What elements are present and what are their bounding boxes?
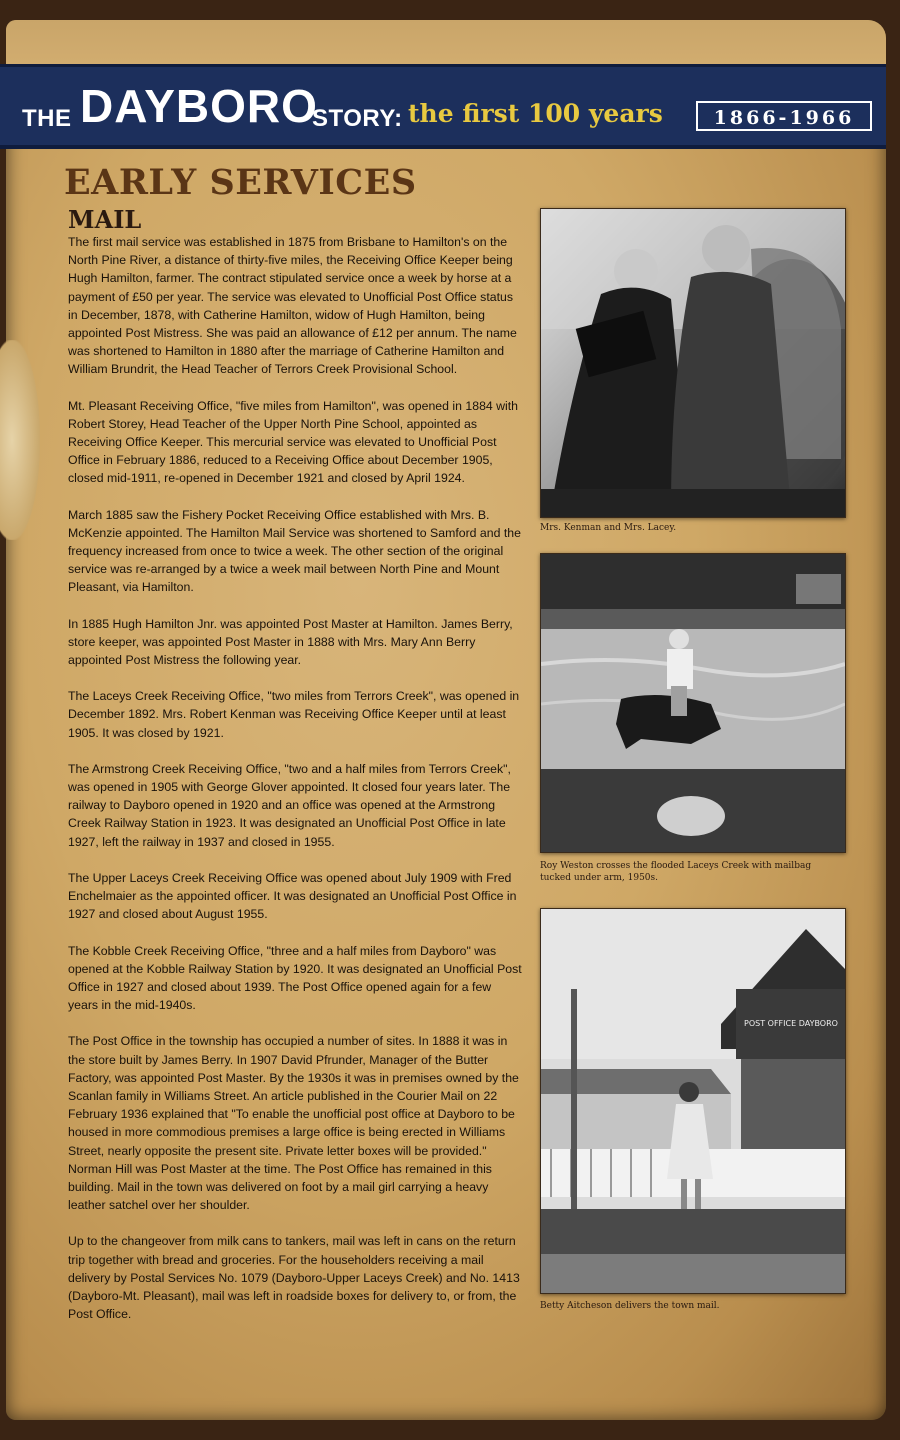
photo-caption: Roy Weston crosses the flooded Laceys Creek with mailbag tucked under arm, 1950s. xyxy=(540,861,812,883)
photo-post-office xyxy=(540,908,846,1294)
photo-caption: Betty Aitcheson delivers the town mail. xyxy=(540,1301,720,1311)
banner-story: STORY: xyxy=(312,105,403,132)
paragraph: The Post Office in the township has occupied a number of sites. In 1888 it was in the store built by James Berry. In 1907 David Pfrunder, Manager of the Butter Factory, was appointed Post Master. By the 1930s it was in premises owned by the Scanlan family in Williams Street. An article published in the Courier Mail on 22 February 1936 explained that "To enable the unofficial post office at Dayboro to be housed in more commodious premises a large office is being erected in Williams Street, nearly opposite the present site. Private letter boxes will be provided." Norman Hill was Post Master at the time. The Post Office has remained in this building. Mail in the town was delivered on foot by a mail girl carrying a heavy leather satchel over her shoulder. xyxy=(68,1034,519,1213)
paragraph: In 1885 Hugh Hamilton Jnr. was appointed Post Master at Hamilton. James Berry, store keeper, was appointed Post Master in 1888 with Mrs. Mary Ann Berry appointed Post Mistress the following year. xyxy=(68,616,513,668)
paper-tear xyxy=(0,340,40,540)
paragraph: Mt. Pleasant Receiving Office, "five miles from Hamilton", was opened in 1884 with Robert Storey, Head Teacher of the Upper North Pine School, appointed as Receiving Office Keeper. This mercurial service was elevated to Unofficial Post Office in February 1886, reduced to a Receiving Office about December 1905, closed mid-1911, re-opened in December 1921 and closed by April 1924. xyxy=(68,398,519,486)
section-title: EARLY SERVICES xyxy=(64,162,417,203)
article-body xyxy=(68,233,524,1341)
photo-caption: Mrs. Kenman and Mrs. Lacey. xyxy=(540,523,677,533)
banner-the: THE xyxy=(22,105,72,132)
photo-horse-rider xyxy=(540,553,846,853)
post-office-sign: POST OFFICE DAYBORO xyxy=(744,1019,838,1028)
paragraph: The Kobble Creek Receiving Office, "three and a half miles from Dayboro" was opened at the Kobble Railway Station by 1920. It was designated an Unofficial Post Office in 1927 and closed about 1939. The Post Office opened again for a few years in the mid-1940s. xyxy=(68,943,522,1013)
header-banner xyxy=(0,64,886,149)
photo-two-women xyxy=(540,208,846,518)
paper-top-edge xyxy=(6,20,886,68)
paragraph: The Armstrong Creek Receiving Office, "two and a half miles from Terrors Creek", was opened in 1905 with George Glover appointed. It closed four years later. The railway to Dayboro opened in 1920 and an office was opened at the Armstrong Creek Railway Station in 1923. It was designated an Unofficial Post Office in late 1927, left the railway in 1937 and closed in 1955. xyxy=(68,761,511,849)
paragraph: Up to the changeover from milk cans to tankers, mail was left in cans on the return trip together with bread and groceries. For the householders receiving a mail delivery by Postal Services No. 1079 (Dayboro-Upper Laceys Creek) and No. 1413 (Dayboro-Mt. Pleasant), mail was left in roadside boxes for delivery to, or from, the Post Office. xyxy=(68,1234,520,1322)
banner-years: 1866-1966 xyxy=(696,101,872,131)
banner-dayboro: DAYBORO xyxy=(80,80,318,132)
paragraph: The first mail service was established in 1875 from Brisbane to Hamilton's on the North Pine River, a distance of thirty-five miles, the Receiving Office Keeper being Hugh Hamilton, farmer. The contract stipulated service once a week by horse at a payment of £50 per year. The service was elevated to Unofficial Post Office status in December, 1878, with Catherine Hamilton, widow of Hugh Hamilton, being appointed Post Mistress. She was paid an allowance of £12 per annum. The name was shortened to Hamilton in 1880 after the marriage of Catherine Hamilton and William Brundrit, the Head Teacher of Terrors Creek Provisional School. xyxy=(68,235,517,377)
paragraph: March 1885 saw the Fishery Pocket Receiving Office established with Mrs. B. McKenzie appointed. The Hamilton Mail Service was shortened to Samford and the frequency increased from once to twice a week. The other section of the original service was re-arranged by a twice a week mail between North Pine and Mount Pleasant, via Hamilton. xyxy=(68,507,521,595)
banner-subtitle: the first 100 years xyxy=(408,99,663,128)
subsection-title: MAIL xyxy=(68,205,142,234)
paragraph: The Upper Laceys Creek Receiving Office was opened about July 1909 with Fred Enchelmaier as the appointed officer. It was designated an Unofficial Post Office in 1927 and closed about August 1955. xyxy=(68,870,517,922)
paragraph: The Laceys Creek Receiving Office, "two miles from Terrors Creek", was opened in December 1892. Mrs. Robert Kenman was Receiving Office Keeper until at least 1905. It was closed by 1921. xyxy=(68,689,520,740)
